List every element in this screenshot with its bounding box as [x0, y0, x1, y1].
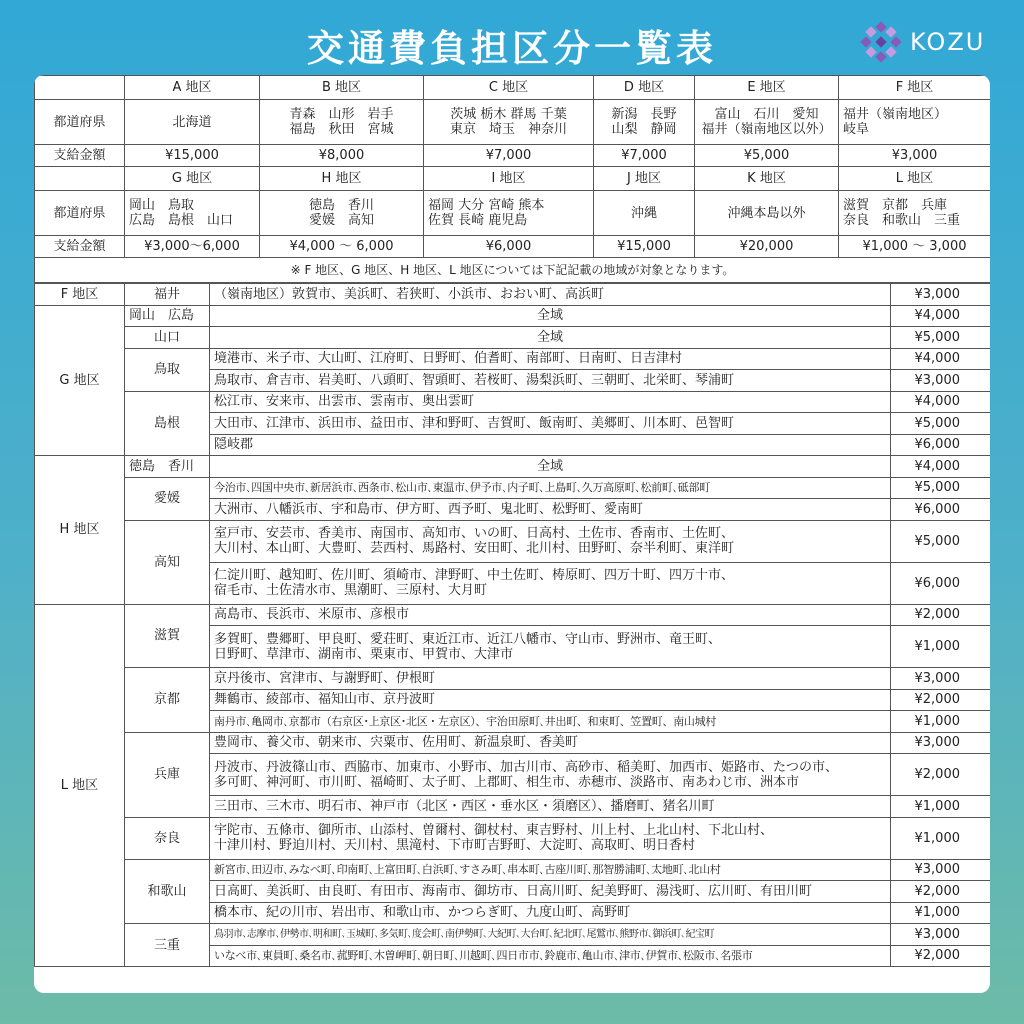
area-a-prefs: 北海道 [125, 100, 260, 145]
detail-amount: ¥2,000 [891, 945, 991, 967]
detail-pref-name: 徳島 香川 [125, 456, 210, 478]
area-c-amount: ¥7,000 [424, 145, 594, 167]
area-f-header: F 地区 [839, 76, 991, 100]
logo [858, 22, 1008, 62]
area-text: （嶺南地区）敦賀市、美浜町、若狭町、小浜市、おおい町、高浜町 [210, 284, 891, 306]
area-g-amount: ¥3,000～6,000 [125, 236, 260, 258]
detail-amount: ¥3,000 [891, 859, 991, 881]
detail-pref-name: 兵庫 [125, 732, 210, 817]
detail-amount: ¥1,000 [891, 902, 991, 924]
detail-amount: ¥5,000 [891, 327, 991, 349]
area-h-prefs: 徳島 香川 愛媛 高知 [260, 191, 424, 236]
fee-table-card [34, 75, 990, 993]
detail-area-label: H 地区 [35, 456, 125, 605]
area-text: 南丹市､亀岡市､京都市（右京区･上京区･北区・左京区）、宇治田原町､井出町、和束町、笠置町、南山城村 [210, 711, 891, 733]
detail-pref-name: 滋賀 [125, 604, 210, 668]
area-e-prefs: 富山 石川 愛知 福井（嶺南地区以外） [695, 100, 839, 145]
area-j-amount: ¥15,000 [594, 236, 695, 258]
detail-amount: ¥3,000 [891, 284, 991, 306]
detail-amount: ¥6,000 [891, 434, 991, 456]
area-b-header: B 地区 [260, 76, 424, 100]
area-l-header: L 地区 [839, 167, 991, 191]
detail-amount: ¥1,000 [891, 796, 991, 818]
area-text: 全域 [210, 305, 891, 327]
detail-amount: ¥5,000 [891, 477, 991, 499]
detail-amount: ¥3,000 [891, 732, 991, 754]
area-text: 高島市、長浜市、米原市、彦根市 [210, 604, 891, 626]
area-text: 全域 [210, 327, 891, 349]
detail-amount: ¥4,000 [891, 348, 991, 370]
corner-cell [35, 76, 125, 100]
detail-amount: ¥1,000 [891, 711, 991, 733]
area-k-header: K 地区 [695, 167, 839, 191]
flower-icon [858, 19, 904, 65]
area-f-amount: ¥3,000 [839, 145, 991, 167]
detail-pref-name: 三重 [125, 924, 210, 967]
detail-pref-name: 岡山 広島 [125, 305, 210, 327]
area-c-prefs: 茨城 栃木 群馬 千葉 東京 埼玉 神奈川 [424, 100, 594, 145]
detail-amount: ¥3,000 [891, 924, 991, 946]
detail-pref-name: 愛媛 [125, 477, 210, 520]
detail-pref-name: 和歌山 [125, 859, 210, 924]
area-text: 室戸市、安芸市、香美市、南国市、高知市、いの町、日高村、土佐市、香南市、土佐町、 大川村、本山町、大豊町、芸西村、馬路村、安田町、北川村、田野町、奈半利町、東洋町 [210, 520, 891, 562]
area-e-amount: ¥5,000 [695, 145, 839, 167]
area-g-header: G 地区 [125, 167, 260, 191]
area-text: 豊岡市、養父市、朝来市、宍粟市、佐用町、新温泉町、香美町 [210, 732, 891, 754]
area-detail-table [34, 283, 990, 967]
logo-text: KOZU [910, 28, 986, 56]
area-h-header: H 地区 [260, 167, 424, 191]
area-text: 大洲市、八幡浜市、宇和島市、伊方町、西予町、鬼北町、松野町、愛南町 [210, 499, 891, 521]
area-text: 三田市、三木市、明石市、神戸市（北区・西区・垂水区・須磨区）、播磨町、猪名川町 [210, 796, 891, 818]
area-c-header: C 地区 [424, 76, 594, 100]
area-j-header: J 地区 [594, 167, 695, 191]
area-h-amount: ¥4,000 ～ 6,000 [260, 236, 424, 258]
detail-amount: ¥6,000 [891, 499, 991, 521]
area-g-prefs: 岡山 鳥取 広島 島根 山口 [125, 191, 260, 236]
detail-amount: ¥1,000 [891, 626, 991, 668]
detail-amount: ¥4,000 [891, 456, 991, 478]
detail-amount: ¥5,000 [891, 520, 991, 562]
area-l-amount: ¥1,000 ～ 3,000 [839, 236, 991, 258]
area-b-amount: ¥8,000 [260, 145, 424, 167]
area-d-prefs: 新潟 長野 山梨 静岡 [594, 100, 695, 145]
area-text: 橋本市、紀の川市、岩出市、和歌山市、かつらぎ町、九度山町、高野町 [210, 902, 891, 924]
area-i-amount: ¥6,000 [424, 236, 594, 258]
detail-amount: ¥4,000 [891, 391, 991, 413]
detail-pref-name: 高知 [125, 520, 210, 604]
area-text: 大田市、江津市、浜田市、益田市、津和野町、吉賀町、飯南町、美郷町、川本町、邑智町 [210, 413, 891, 435]
area-a-header: A 地区 [125, 76, 260, 100]
area-d-amount: ¥7,000 [594, 145, 695, 167]
page-title: 交通費負担区分一覧表 [307, 27, 717, 70]
detail-amount: ¥3,000 [891, 668, 991, 690]
detail-pref-name: 山口 [125, 327, 210, 349]
area-text: 日高町、美浜町、由良町、有田市、海南市、御坊市、日高川町、紀美野町、湯浅町、広川町、有田川町 [210, 881, 891, 903]
amount-label: 支給金額 [35, 145, 125, 167]
area-text: 今治市､四国中央市､新居浜市､西条市､松山市､東温市､伊予市､内子町､上島町､久万高原町､松前町､砥部町 [210, 477, 891, 499]
area-e-header: E 地区 [695, 76, 839, 100]
area-text: 丹波市、丹波篠山市、西脇市、加東市、小野市、加古川市、高砂市、稲美町、加西市、姫路市、たつの市、 多可町、神河町、市川町、福崎町、太子町、上郡町、相生市、赤穂市、淡路市、南あわじ市、洲本市 [210, 754, 891, 796]
area-f-prefs: 福井（嶺南地区） 岐阜 [839, 100, 991, 145]
area-i-prefs: 福岡 大分 宮崎 熊本 佐賀 長崎 鹿児島 [424, 191, 594, 236]
detail-amount: ¥6,000 [891, 562, 991, 604]
detail-amount: ¥1,000 [891, 817, 991, 859]
area-text: 多賀町、豊郷町、甲良町、愛荘町、東近江市、近江八幡市、守山市、野洲市、竜王町、 日野町、草津市、湖南市、栗東市、甲賀市、大津市 [210, 626, 891, 668]
area-text: 全域 [210, 456, 891, 478]
area-b-prefs: 青森 山形 岩手 福島 秋田 宮城 [260, 100, 424, 145]
detail-pref-name: 京都 [125, 668, 210, 733]
detail-pref-name: 島根 [125, 391, 210, 456]
area-text: 鳥羽市､志摩市､伊勢市､明和町､玉城町､多気町､度会町､南伊勢町､大紀町､大台町､紀北町､尾鷲市､熊野市､御浜町､紀宝町 [210, 924, 891, 946]
area-text: 境港市、米子市、大山町、江府町、日野町、伯耆町、南部町、日南町、日吉津村 [210, 348, 891, 370]
detail-amount: ¥5,000 [891, 413, 991, 435]
pref-label: 都道府県 [35, 100, 125, 145]
detail-amount: ¥2,000 [891, 881, 991, 903]
area-j-prefs: 沖縄 [594, 191, 695, 236]
area-text: いなべ市､東員町､桑名市､菰野町､木曽岬町､朝日町､川越町､四日市市､鈴鹿市､亀山市､津市､伊賀市､松阪市､名張市 [210, 945, 891, 967]
detail-area-label: L 地区 [35, 604, 125, 967]
detail-pref-name: 奈良 [125, 817, 210, 859]
corner-cell-2 [35, 167, 125, 191]
detail-pref-name: 鳥取 [125, 348, 210, 391]
detail-amount: ¥3,000 [891, 370, 991, 392]
area-text: 松江市、安来市、出雲市、雲南市、奥出雲町 [210, 391, 891, 413]
detail-amount: ¥4,000 [891, 305, 991, 327]
detail-amount: ¥2,000 [891, 604, 991, 626]
area-l-prefs: 滋賀 京都 兵庫 奈良 和歌山 三重 [839, 191, 991, 236]
area-i-header: I 地区 [424, 167, 594, 191]
area-text: 新宮市､田辺市､みなべ町､印南町､上富田町､白浜町､すさみ町､串本町､古座川町､那智勝浦町､太地町､北山村 [210, 859, 891, 881]
area-summary-table [34, 75, 990, 283]
area-a-amount: ¥15,000 [125, 145, 260, 167]
area-text: 鳥取市、倉吉市、岩美町、八頭町、智頭町、若桜町、湯梨浜町、三朝町、北栄町、琴浦町 [210, 370, 891, 392]
area-k-prefs: 沖縄本島以外 [695, 191, 839, 236]
pref-label-2: 都道府県 [35, 191, 125, 236]
area-text: 宇陀市、五條市、御所市、山添村、曽爾村、御杖村、東吉野村、川上村、上北山村、下北山村、 十津川村、野迫川村、天川村、黒滝村、下市町吉野町、大淀町、高取町、明日香村 [210, 817, 891, 859]
detail-amount: ¥2,000 [891, 754, 991, 796]
area-k-amount: ¥20,000 [695, 236, 839, 258]
amount-label-2: 支給金額 [35, 236, 125, 258]
note-text: ※ F 地区、G 地区、H 地区、L 地区については下記記載の地域が対象となります。 [35, 258, 991, 283]
area-text: 隠岐郡 [210, 434, 891, 456]
detail-area-label: G 地区 [35, 305, 125, 456]
area-text: 舞鶴市、綾部市、福知山市、京丹波町 [210, 689, 891, 711]
area-text: 京丹後市、宮津市、与謝野町、伊根町 [210, 668, 891, 690]
detail-area-label: F 地区 [35, 284, 125, 306]
area-text: 仁淀川町、越知町、佐川町、須崎市、津野町、中土佐町、梼原町、四万十町、四万十市、 宿毛市、土佐清水市、黒潮町、三原村、大月町 [210, 562, 891, 604]
detail-pref-name: 福井 [125, 284, 210, 306]
area-d-header: D 地区 [594, 76, 695, 100]
detail-amount: ¥2,000 [891, 689, 991, 711]
